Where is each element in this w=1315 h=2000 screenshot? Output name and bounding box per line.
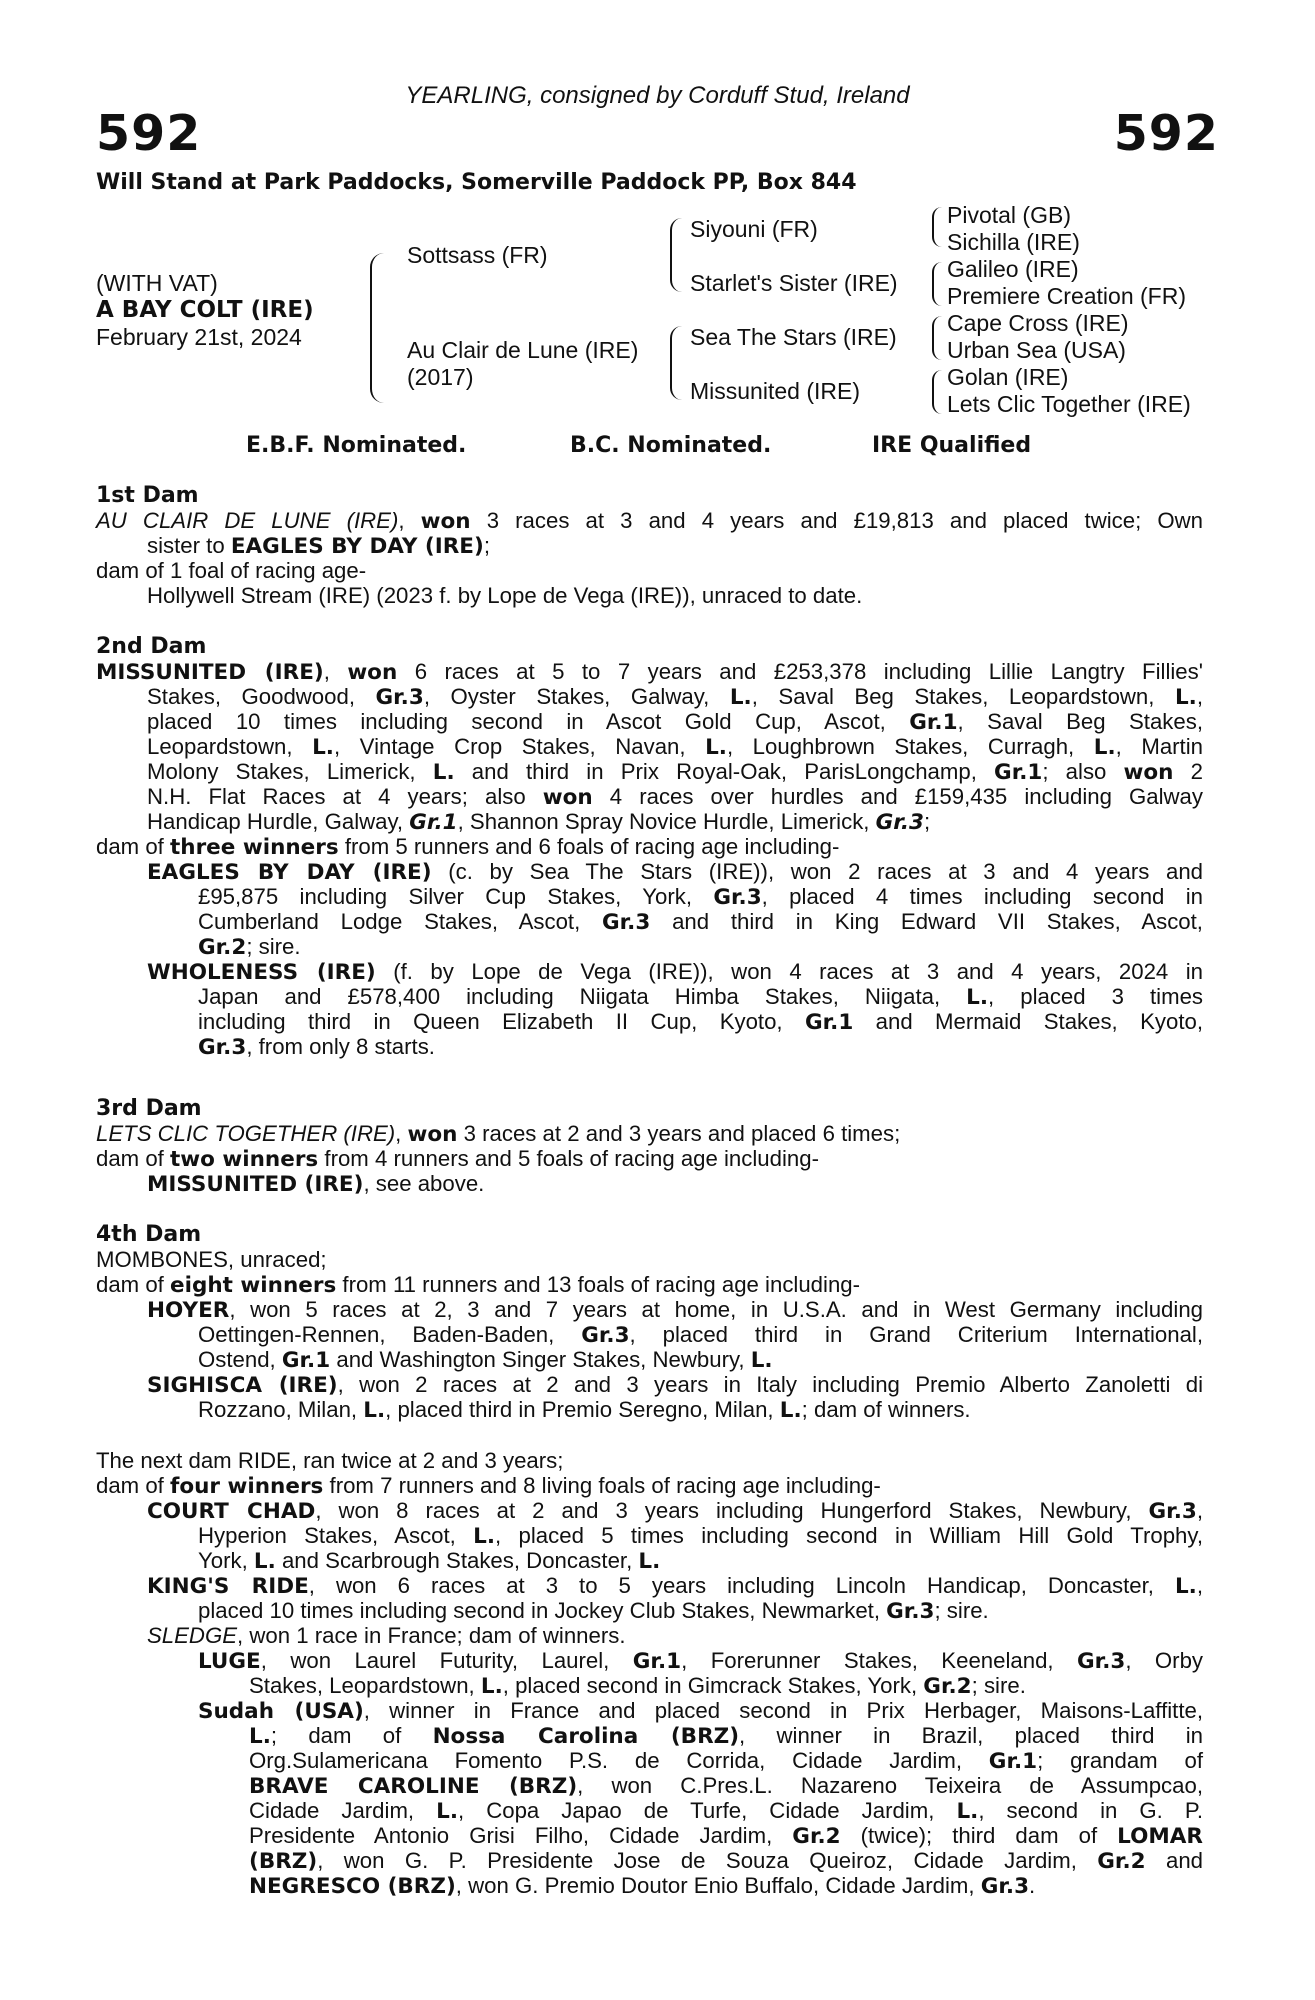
pedigree-brace-sire-top xyxy=(670,218,682,258)
pedigree-g2: Sichilla (IRE) xyxy=(947,229,1080,255)
second-dam-line-6: N.H. Flat Races at 4 years; also won 4 races over hurdles and £159,435 including Galway xyxy=(147,784,1203,810)
second-dam-line-7: Handicap Hurdle, Galway, Gr.1, Shannon Spray Novice Hurdle, Limerick, Gr.3; xyxy=(147,809,931,835)
pedigree-sire-dam: Starlet's Sister (IRE) xyxy=(690,270,898,296)
second-dam-produce-eagles-2: £95,875 including Silver Cup Stakes, York, Gr.3, placed 4 times including second in xyxy=(198,884,1204,910)
pedigree-brace-sire-bottom xyxy=(670,258,682,292)
second-dam-line-4: Leopardstown, L., Vintage Crop Stakes, Navan, L., Loughbrown Stakes, Curragh, L., Martin xyxy=(147,734,1203,760)
pedigree-g1: Pivotal (GB) xyxy=(947,202,1071,228)
second-dam-produce-wholeness-4: Gr.3, from only 8 starts. xyxy=(198,1034,435,1060)
third-dam-produce-1: MISSUNITED (IRE), see above. xyxy=(147,1171,485,1197)
first-dam-produce-intro: dam of 1 foal of racing age- xyxy=(96,558,367,583)
ire-qualified: IRE Qualified xyxy=(872,433,1032,458)
pedigree-g5: Cape Cross (IRE) xyxy=(947,310,1129,336)
pedigree-g4: Premiere Creation (FR) xyxy=(947,283,1186,309)
pedigree-sire: Sottsass (FR) xyxy=(407,242,548,268)
pedigree-brace-g-b-top xyxy=(932,262,942,284)
next-dam-line-1: The next dam RIDE, ran twice at 2 and 3 years; xyxy=(96,1448,564,1473)
pedigree-brace-dam-bottom xyxy=(670,362,682,400)
pedigree-g7: Golan (IRE) xyxy=(947,364,1069,390)
kings-ride-2: placed 10 times including second in Jockey Club Stakes, Newmarket, Gr.3; sire. xyxy=(198,1598,989,1624)
pedigree-brace-g-a-top xyxy=(932,207,942,227)
bc-nominated: B.C. Nominated. xyxy=(570,433,772,458)
pedigree-brace-g-c-bottom xyxy=(932,338,942,360)
foaling-date: February 21st, 2024 xyxy=(96,324,302,350)
fourth-dam-produce-intro: dam of eight winners from 11 runners and 13 foals of racing age including- xyxy=(96,1272,861,1298)
fourth-dam-line-1: MOMBONES, unraced; xyxy=(96,1247,327,1272)
pedigree-brace-g-b-bottom xyxy=(932,284,942,306)
court-chad-3: York, L. and Scarbrough Stakes, Doncaster, L. xyxy=(198,1548,661,1574)
luge-2: Stakes, Leopardstown, L., placed second in Gimcrack Stakes, York, Gr.2; sire. xyxy=(249,1673,1026,1699)
second-dam-line-5: Molony Stakes, Limerick, L. and third in Prix Royal-Oak, ParisLongchamp, Gr.1; also won 2 xyxy=(147,759,1203,785)
third-dam-line-1: LETS CLIC TOGETHER (IRE), won 3 races at 2 and 3 years and placed 6 times; xyxy=(96,1121,901,1147)
second-dam-produce-eagles-1: EAGLES BY DAY (IRE) (c. by Sea The Stars (IRE)), won 2 races at 3 and 4 years and xyxy=(147,859,1203,885)
second-dam-line-3: placed 10 times including second in Ascot Gold Cup, Ascot, Gr.1, Saval Beg Stakes, xyxy=(147,709,1203,735)
second-dam-produce-wholeness-3: including third in Queen Elizabeth II Cup, Kyoto, Gr.1 and Mermaid Stakes, Kyoto, xyxy=(198,1009,1203,1035)
pedigree-dam: Au Clair de Lune (IRE) xyxy=(407,337,639,363)
ebf-nominated: E.B.F. Nominated. xyxy=(246,433,467,458)
fourth-dam-sighisca-2: Rozzano, Milan, L., placed third in Premio Seregno, Milan, L.; dam of winners. xyxy=(198,1397,971,1423)
lot-number-left: 592 xyxy=(96,105,202,162)
court-chad-2: Hyperion Stakes, Ascot, L., placed 5 times including second in William Hill Gold Trophy, xyxy=(198,1523,1203,1549)
first-dam-line-1: AU CLAIR DE LUNE (IRE), won 3 races at 3 and 4 years and £19,813 and placed twice; Own xyxy=(96,508,1203,534)
pedigree-sire-sire: Siyouni (FR) xyxy=(690,216,818,242)
pedigree-g8: Lets Clic Together (IRE) xyxy=(947,391,1191,417)
sudah-7: (BRZ), won G. P. Presidente Jose de Souza Queiroz, Cidade Jardim, Gr.2 and xyxy=(249,1848,1203,1874)
fourth-dam-hoyer-3: Ostend, Gr.1 and Washington Singer Stakes, Newbury, L. xyxy=(198,1347,773,1373)
first-dam-heading: 1st Dam xyxy=(96,483,199,508)
second-dam-produce-eagles-3: Cumberland Lodge Stakes, Ascot, Gr.3 and third in King Edward VII Stakes, Ascot, xyxy=(198,909,1203,935)
court-chad-1: COURT CHAD, won 8 races at 2 and 3 years including Hungerford Stakes, Newbury, Gr.3, xyxy=(147,1498,1204,1524)
sudah-6: Presidente Antonio Grisi Filho, Cidade Jardim, Gr.2 (twice); third dam of LOMAR xyxy=(249,1823,1203,1849)
sudah-1: Sudah (USA), winner in France and placed second in Prix Herbager, Maisons-Laffitte, xyxy=(198,1698,1203,1724)
sudah-2: L.; dam of Nossa Carolina (BRZ), winner in Brazil, placed third in xyxy=(249,1723,1203,1749)
pedigree-brace-g-d-top xyxy=(932,370,942,392)
fourth-dam-hoyer-2: Oettingen-Rennen, Baden-Baden, Gr.3, placed third in Grand Criterium International, xyxy=(198,1322,1203,1348)
second-dam-produce-eagles-4: Gr.2; sire. xyxy=(198,934,301,960)
second-dam-heading: 2nd Dam xyxy=(96,634,207,659)
vat-note: (WITH VAT) xyxy=(96,270,218,296)
second-dam-produce-intro: dam of three winners from 5 runners and 6 foals of racing age including- xyxy=(96,834,840,860)
horse-name: A BAY COLT (IRE) xyxy=(96,297,314,323)
fourth-dam-sighisca-1: SIGHISCA (IRE), won 2 races at 2 and 3 years in Italy including Premio Alberto Zanoletti di xyxy=(147,1372,1203,1398)
pedigree-brace-dam-top xyxy=(670,326,682,362)
fourth-dam-hoyer-1: HOYER, won 5 races at 2, 3 and 7 years at home, in U.S.A. and in West Germany including xyxy=(147,1297,1203,1323)
fourth-dam-heading: 4th Dam xyxy=(96,1222,202,1247)
sudah-4: BRAVE CAROLINE (BRZ), won C.Pres.L. Nazareno Teixeira de Assumpcao, xyxy=(249,1773,1203,1799)
second-dam-line-1: MISSUNITED (IRE), won 6 races at 5 to 7 years and £253,378 including Lillie Langtry Fillies' xyxy=(96,659,1203,685)
first-dam-line-2: sister to EAGLES BY DAY (IRE); xyxy=(147,533,490,559)
consignment-line: YEARLING, consigned by Corduff Stud, Ireland xyxy=(405,82,910,109)
pedigree-brace-g-d-bottom xyxy=(932,392,942,414)
pedigree-g3: Galileo (IRE) xyxy=(947,256,1079,282)
pedigree-dam-sire: Sea The Stars (IRE) xyxy=(690,324,897,350)
sledge-1: SLEDGE, won 1 race in France; dam of winners. xyxy=(147,1623,626,1648)
second-dam-line-2: Stakes, Goodwood, Gr.3, Oyster Stakes, Galway, L., Saval Beg Stakes, Leopardstown, L., xyxy=(147,684,1203,710)
pedigree-brace-main-bottom xyxy=(370,338,384,403)
pedigree-g6: Urban Sea (USA) xyxy=(947,337,1126,363)
third-dam-produce-intro: dam of two winners from 4 runners and 5 foals of racing age including- xyxy=(96,1146,819,1172)
stand-location: Will Stand at Park Paddocks, Somerville Paddock PP, Box 844 xyxy=(96,170,857,195)
pedigree-brace-g-c-top xyxy=(932,316,942,338)
luge-1: LUGE, won Laurel Futurity, Laurel, Gr.1, Forerunner Stakes, Keeneland, Gr.3, Orby xyxy=(198,1648,1204,1674)
first-dam-produce-1: Hollywell Stream (IRE) (2023 f. by Lope de Vega (IRE)), unraced to date. xyxy=(147,583,863,608)
pedigree-brace-g-a-bottom xyxy=(932,227,942,247)
next-dam-produce-intro: dam of four winners from 7 runners and 8 living foals of racing age including- xyxy=(96,1473,881,1499)
sudah-3: Org.Sulamericana Fomento P.S. de Corrida, Cidade Jardim, Gr.1; grandam of xyxy=(249,1748,1203,1774)
lot-number-right: 592 xyxy=(1113,105,1219,162)
kings-ride-1: KING'S RIDE, won 6 races at 3 to 5 years including Lincoln Handicap, Doncaster, L., xyxy=(147,1573,1203,1599)
third-dam-heading: 3rd Dam xyxy=(96,1096,202,1121)
second-dam-produce-wholeness-2: Japan and £578,400 including Niigata Himba Stakes, Niigata, L., placed 3 times xyxy=(198,984,1204,1010)
sudah-5: Cidade Jardim, L., Copa Japao de Turfe, Cidade Jardim, L., second in G. P. xyxy=(249,1798,1203,1824)
pedigree-brace-main-top xyxy=(370,253,384,338)
second-dam-produce-wholeness-1: WHOLENESS (IRE) (f. by Lope de Vega (IRE)), won 4 races at 3 and 4 years, 2024 in xyxy=(147,959,1203,985)
pedigree-dam-dam: Missunited (IRE) xyxy=(690,378,860,404)
pedigree-dam-year: (2017) xyxy=(407,364,474,390)
sudah-8: NEGRESCO (BRZ), won G. Premio Doutor Enio Buffalo, Cidade Jardim, Gr.3. xyxy=(249,1873,1036,1899)
